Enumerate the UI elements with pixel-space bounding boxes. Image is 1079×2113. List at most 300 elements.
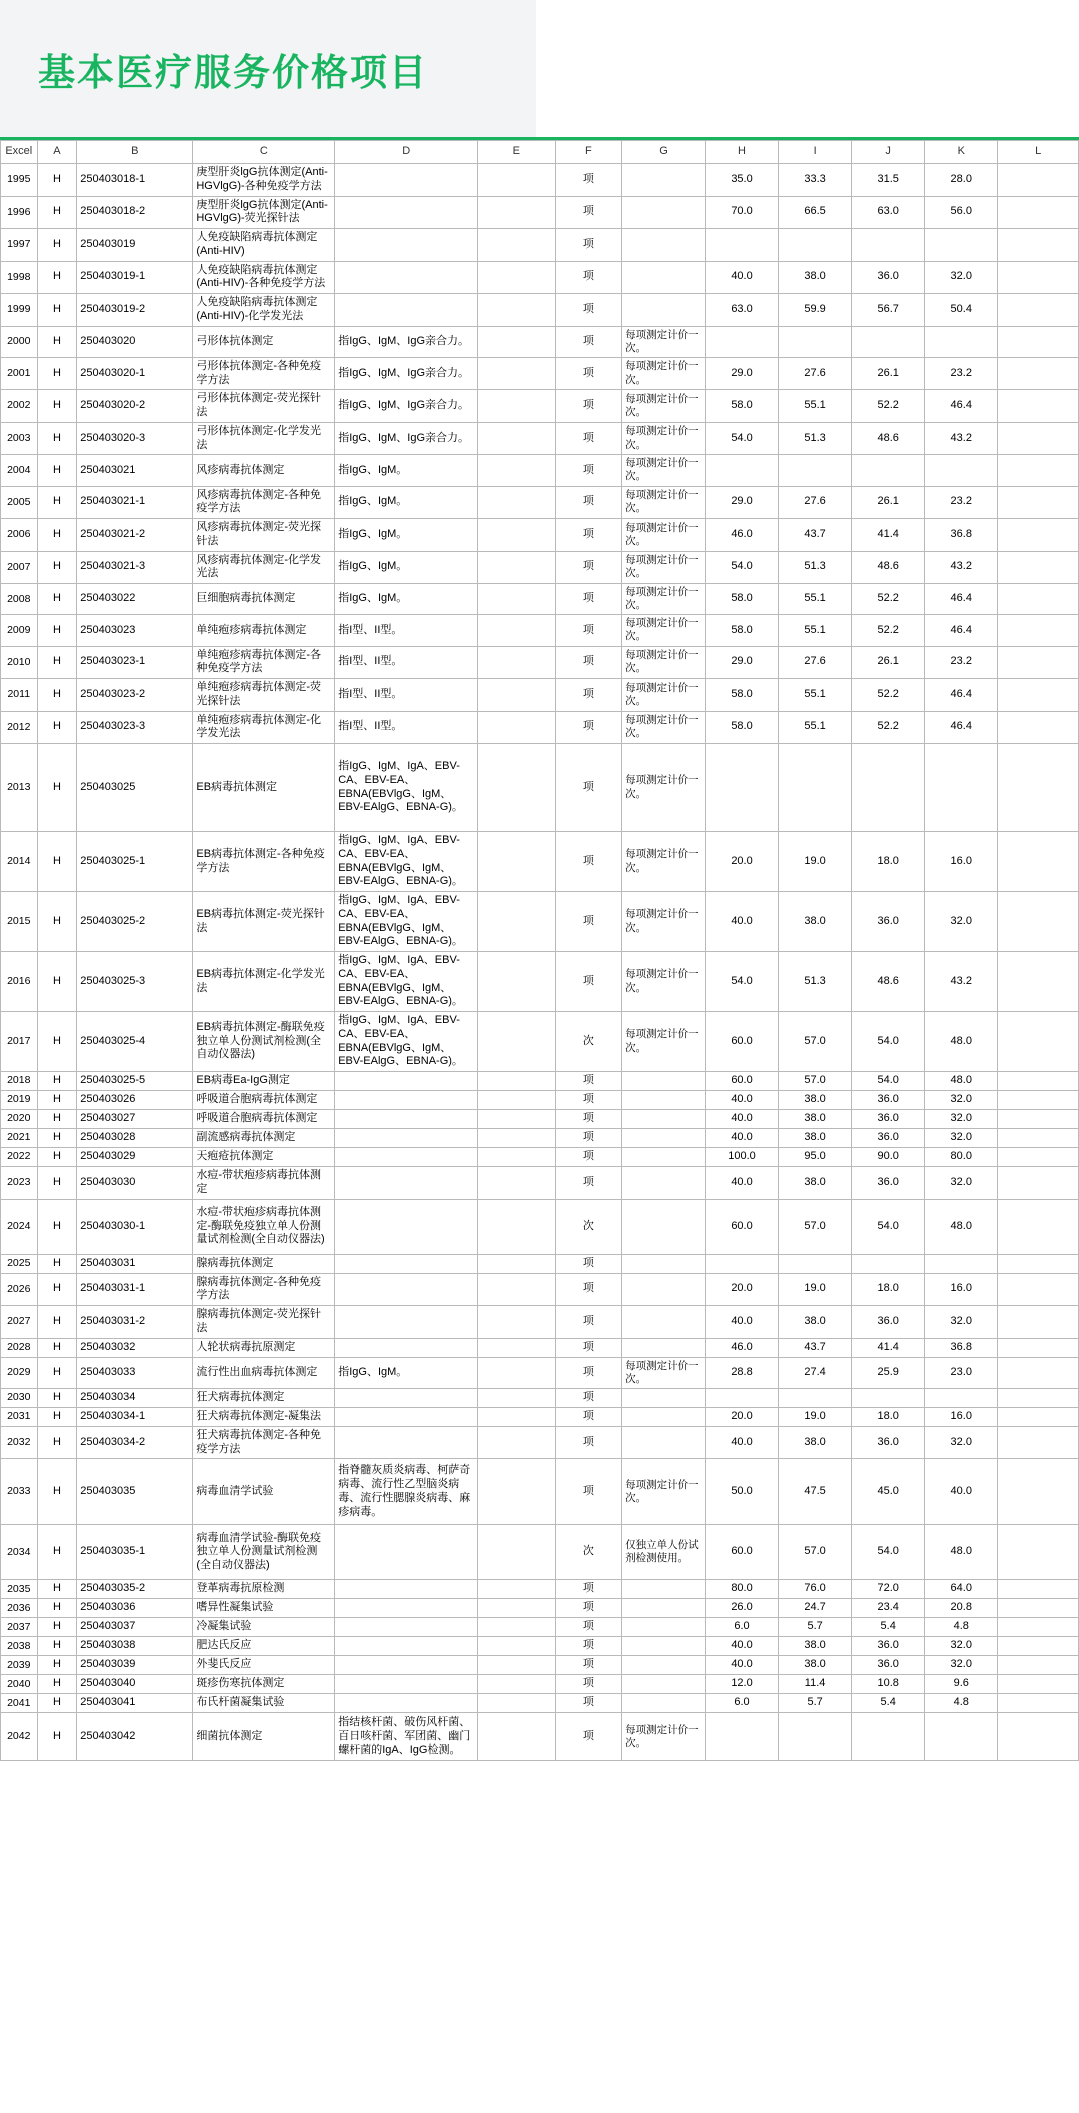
row-index-cell[interactable]: 2008 bbox=[1, 584, 38, 615]
cell-column-l[interactable] bbox=[998, 892, 1079, 952]
column-header-j[interactable]: J bbox=[852, 141, 925, 164]
cell-column-b[interactable]: 250403032 bbox=[77, 1338, 193, 1357]
cell-column-a[interactable]: H bbox=[37, 1273, 77, 1306]
cell-column-i[interactable]: 95.0 bbox=[779, 1148, 852, 1167]
cell-column-d[interactable] bbox=[335, 1167, 478, 1200]
cell-column-b[interactable]: 250403018-1 bbox=[77, 164, 193, 197]
cell-column-h[interactable]: 60.0 bbox=[705, 1012, 778, 1072]
cell-column-c[interactable]: 腺病毒抗体测定 bbox=[193, 1254, 335, 1273]
cell-column-e[interactable] bbox=[478, 551, 555, 584]
cell-column-j[interactable]: 56.7 bbox=[852, 294, 925, 327]
cell-column-d[interactable] bbox=[335, 1637, 478, 1656]
cell-column-e[interactable] bbox=[478, 1694, 555, 1713]
cell-column-k[interactable] bbox=[925, 1254, 998, 1273]
cell-column-d[interactable] bbox=[335, 1254, 478, 1273]
cell-column-h[interactable]: 40.0 bbox=[705, 892, 778, 952]
cell-column-d[interactable] bbox=[335, 1580, 478, 1599]
cell-column-k[interactable]: 32.0 bbox=[925, 1306, 998, 1339]
cell-column-l[interactable] bbox=[998, 584, 1079, 615]
cell-column-e[interactable] bbox=[478, 1713, 555, 1761]
cell-column-f[interactable]: 项 bbox=[555, 1407, 622, 1426]
cell-column-a[interactable]: H bbox=[37, 584, 77, 615]
cell-column-f[interactable]: 项 bbox=[555, 422, 622, 455]
table-row[interactable] bbox=[1, 1426, 1079, 1459]
cell-column-d[interactable] bbox=[335, 164, 478, 197]
cell-column-d[interactable]: 指IgG、IgM。 bbox=[335, 551, 478, 584]
cell-column-i[interactable]: 43.7 bbox=[779, 519, 852, 552]
cell-column-h[interactable]: 54.0 bbox=[705, 422, 778, 455]
cell-column-a[interactable]: H bbox=[37, 1656, 77, 1675]
cell-column-g[interactable]: 每项测定计价一次。 bbox=[622, 1012, 706, 1072]
cell-column-d[interactable]: 指IgG、IgM。 bbox=[335, 486, 478, 519]
cell-column-e[interactable] bbox=[478, 1407, 555, 1426]
cell-column-g[interactable]: 每项测定计价一次。 bbox=[622, 1357, 706, 1388]
cell-column-e[interactable] bbox=[478, 1525, 555, 1580]
cell-column-k[interactable]: 46.4 bbox=[925, 584, 998, 615]
cell-column-j[interactable]: 45.0 bbox=[852, 1459, 925, 1525]
cell-column-h[interactable]: 20.0 bbox=[705, 832, 778, 892]
cell-column-a[interactable]: H bbox=[37, 326, 77, 357]
cell-column-a[interactable]: H bbox=[37, 1338, 77, 1357]
cell-column-i[interactable] bbox=[779, 229, 852, 262]
cell-column-f[interactable]: 项 bbox=[555, 615, 622, 646]
cell-column-k[interactable]: 32.0 bbox=[925, 261, 998, 294]
cell-column-l[interactable] bbox=[998, 229, 1079, 262]
cell-column-k[interactable]: 48.0 bbox=[925, 1072, 998, 1091]
cell-column-i[interactable]: 55.1 bbox=[779, 390, 852, 423]
cell-column-d[interactable] bbox=[335, 1306, 478, 1339]
cell-column-h[interactable]: 60.0 bbox=[705, 1072, 778, 1091]
cell-column-d[interactable] bbox=[335, 1694, 478, 1713]
cell-column-l[interactable] bbox=[998, 744, 1079, 832]
cell-column-b[interactable]: 250403020 bbox=[77, 326, 193, 357]
cell-column-i[interactable]: 55.1 bbox=[779, 615, 852, 646]
cell-column-a[interactable]: H bbox=[37, 229, 77, 262]
cell-column-j[interactable]: 25.9 bbox=[852, 1357, 925, 1388]
cell-column-e[interactable] bbox=[478, 1637, 555, 1656]
cell-column-e[interactable] bbox=[478, 1167, 555, 1200]
cell-column-b[interactable]: 250403035-2 bbox=[77, 1580, 193, 1599]
cell-column-l[interactable] bbox=[998, 646, 1079, 679]
cell-column-j[interactable]: 48.6 bbox=[852, 422, 925, 455]
cell-column-k[interactable]: 28.0 bbox=[925, 164, 998, 197]
cell-column-g[interactable] bbox=[622, 196, 706, 229]
cell-column-i[interactable]: 57.0 bbox=[779, 1012, 852, 1072]
cell-column-l[interactable] bbox=[998, 1459, 1079, 1525]
table-row[interactable] bbox=[1, 196, 1079, 229]
cell-column-l[interactable] bbox=[998, 551, 1079, 584]
table-row[interactable] bbox=[1, 1618, 1079, 1637]
cell-column-c[interactable]: 人轮状病毒抗原测定 bbox=[193, 1338, 335, 1357]
table-row[interactable] bbox=[1, 1637, 1079, 1656]
cell-column-d[interactable]: 指IgG、IgM、IgA、EBV-CA、EBV-EA、EBNA(EBVlgG、IgM、EBV-EAlgG、EBNA-G)。 bbox=[335, 832, 478, 892]
cell-column-d[interactable]: 指IgG、IgM。 bbox=[335, 455, 478, 486]
row-index-cell[interactable]: 2016 bbox=[1, 952, 38, 1012]
cell-column-f[interactable]: 次 bbox=[555, 1525, 622, 1580]
cell-column-i[interactable]: 38.0 bbox=[779, 1426, 852, 1459]
cell-column-a[interactable]: H bbox=[37, 1148, 77, 1167]
cell-column-e[interactable] bbox=[478, 1129, 555, 1148]
cell-column-d[interactable]: 指IgG、IgM。 bbox=[335, 519, 478, 552]
cell-column-i[interactable] bbox=[779, 1713, 852, 1761]
row-index-cell[interactable]: 2027 bbox=[1, 1306, 38, 1339]
cell-column-k[interactable]: 32.0 bbox=[925, 1110, 998, 1129]
cell-column-j[interactable]: 41.4 bbox=[852, 519, 925, 552]
cell-column-l[interactable] bbox=[998, 164, 1079, 197]
cell-column-i[interactable]: 38.0 bbox=[779, 1306, 852, 1339]
cell-column-g[interactable]: 每项测定计价一次。 bbox=[622, 711, 706, 744]
cell-column-b[interactable]: 250403027 bbox=[77, 1110, 193, 1129]
cell-column-g[interactable]: 每项测定计价一次。 bbox=[622, 892, 706, 952]
cell-column-g[interactable]: 每项测定计价一次。 bbox=[622, 326, 706, 357]
cell-column-a[interactable]: H bbox=[37, 1713, 77, 1761]
row-index-cell[interactable]: 2010 bbox=[1, 646, 38, 679]
row-index-cell[interactable]: 2035 bbox=[1, 1580, 38, 1599]
cell-column-k[interactable] bbox=[925, 455, 998, 486]
cell-column-b[interactable]: 250403022 bbox=[77, 584, 193, 615]
row-index-cell[interactable]: 2020 bbox=[1, 1110, 38, 1129]
cell-column-a[interactable]: H bbox=[37, 1580, 77, 1599]
row-index-cell[interactable]: 2017 bbox=[1, 1012, 38, 1072]
cell-column-e[interactable] bbox=[478, 229, 555, 262]
cell-column-a[interactable]: H bbox=[37, 744, 77, 832]
cell-column-k[interactable] bbox=[925, 744, 998, 832]
table-row[interactable] bbox=[1, 486, 1079, 519]
cell-column-c[interactable]: 登革病毒抗原检测 bbox=[193, 1580, 335, 1599]
cell-column-e[interactable] bbox=[478, 892, 555, 952]
row-index-cell[interactable]: 2015 bbox=[1, 892, 38, 952]
cell-column-d[interactable]: 指IgG、IgM、IgG亲合力。 bbox=[335, 422, 478, 455]
table-row[interactable] bbox=[1, 1072, 1079, 1091]
cell-column-c[interactable]: 风疹病毒抗体测定 bbox=[193, 455, 335, 486]
cell-column-d[interactable]: 指IgG、IgM、IgG亲合力。 bbox=[335, 326, 478, 357]
cell-column-i[interactable]: 38.0 bbox=[779, 1110, 852, 1129]
cell-column-a[interactable]: H bbox=[37, 679, 77, 712]
cell-column-b[interactable]: 250403025-5 bbox=[77, 1072, 193, 1091]
cell-column-j[interactable]: 54.0 bbox=[852, 1012, 925, 1072]
cell-column-a[interactable]: H bbox=[37, 1254, 77, 1273]
column-header-h[interactable]: H bbox=[705, 141, 778, 164]
cell-column-c[interactable]: 风疹病毒抗体测定-化学发光法 bbox=[193, 551, 335, 584]
cell-column-f[interactable]: 项 bbox=[555, 1694, 622, 1713]
row-index-cell[interactable]: 2024 bbox=[1, 1199, 38, 1254]
cell-column-c[interactable]: 外斐氏反应 bbox=[193, 1656, 335, 1675]
cell-column-b[interactable]: 250403034-2 bbox=[77, 1426, 193, 1459]
cell-column-g[interactable] bbox=[622, 1675, 706, 1694]
cell-column-e[interactable] bbox=[478, 1656, 555, 1675]
cell-column-l[interactable] bbox=[998, 1656, 1079, 1675]
cell-column-l[interactable] bbox=[998, 1388, 1079, 1407]
cell-column-l[interactable] bbox=[998, 1199, 1079, 1254]
cell-column-a[interactable]: H bbox=[37, 455, 77, 486]
cell-column-i[interactable]: 57.0 bbox=[779, 1199, 852, 1254]
cell-column-g[interactable]: 每项测定计价一次。 bbox=[622, 455, 706, 486]
cell-column-b[interactable]: 250403018-2 bbox=[77, 196, 193, 229]
row-index-cell[interactable]: 1996 bbox=[1, 196, 38, 229]
cell-column-d[interactable]: 指I型、II型。 bbox=[335, 646, 478, 679]
row-index-cell[interactable]: 2033 bbox=[1, 1459, 38, 1525]
cell-column-i[interactable]: 38.0 bbox=[779, 1091, 852, 1110]
cell-column-k[interactable]: 50.4 bbox=[925, 294, 998, 327]
cell-column-j[interactable]: 31.5 bbox=[852, 164, 925, 197]
cell-column-e[interactable] bbox=[478, 1357, 555, 1388]
table-row[interactable] bbox=[1, 1675, 1079, 1694]
cell-column-c[interactable]: 细菌抗体测定 bbox=[193, 1713, 335, 1761]
table-row[interactable] bbox=[1, 1459, 1079, 1525]
cell-column-e[interactable] bbox=[478, 1618, 555, 1637]
cell-column-e[interactable] bbox=[478, 455, 555, 486]
cell-column-j[interactable]: 5.4 bbox=[852, 1618, 925, 1637]
cell-column-k[interactable]: 32.0 bbox=[925, 892, 998, 952]
cell-column-f[interactable]: 项 bbox=[555, 1713, 622, 1761]
cell-column-f[interactable]: 项 bbox=[555, 261, 622, 294]
cell-column-e[interactable] bbox=[478, 519, 555, 552]
cell-column-b[interactable]: 250403028 bbox=[77, 1129, 193, 1148]
cell-column-j[interactable]: 18.0 bbox=[852, 832, 925, 892]
row-index-cell[interactable]: 1997 bbox=[1, 229, 38, 262]
cell-column-b[interactable]: 250403021 bbox=[77, 455, 193, 486]
table-row[interactable] bbox=[1, 1273, 1079, 1306]
row-index-cell[interactable]: 2012 bbox=[1, 711, 38, 744]
cell-column-j[interactable] bbox=[852, 326, 925, 357]
cell-column-k[interactable]: 16.0 bbox=[925, 1407, 998, 1426]
row-index-cell[interactable]: 2022 bbox=[1, 1148, 38, 1167]
column-header-c[interactable]: C bbox=[193, 141, 335, 164]
table-row[interactable] bbox=[1, 1148, 1079, 1167]
cell-column-l[interactable] bbox=[998, 711, 1079, 744]
cell-column-j[interactable] bbox=[852, 1388, 925, 1407]
cell-column-k[interactable]: 4.8 bbox=[925, 1618, 998, 1637]
cell-column-f[interactable]: 次 bbox=[555, 1012, 622, 1072]
cell-column-l[interactable] bbox=[998, 357, 1079, 390]
cell-column-b[interactable]: 250403025-3 bbox=[77, 952, 193, 1012]
cell-column-a[interactable]: H bbox=[37, 1091, 77, 1110]
cell-column-a[interactable]: H bbox=[37, 615, 77, 646]
cell-column-h[interactable]: 58.0 bbox=[705, 679, 778, 712]
cell-column-g[interactable]: 每项测定计价一次。 bbox=[622, 1713, 706, 1761]
cell-column-j[interactable]: 54.0 bbox=[852, 1199, 925, 1254]
cell-column-e[interactable] bbox=[478, 679, 555, 712]
cell-column-a[interactable]: H bbox=[37, 1167, 77, 1200]
cell-column-g[interactable]: 每项测定计价一次。 bbox=[622, 832, 706, 892]
cell-column-g[interactable] bbox=[622, 294, 706, 327]
row-index-cell[interactable]: 1999 bbox=[1, 294, 38, 327]
row-index-cell[interactable]: 2013 bbox=[1, 744, 38, 832]
cell-column-j[interactable]: 5.4 bbox=[852, 1694, 925, 1713]
cell-column-j[interactable]: 36.0 bbox=[852, 1129, 925, 1148]
cell-column-k[interactable]: 32.0 bbox=[925, 1091, 998, 1110]
table-row[interactable] bbox=[1, 1199, 1079, 1254]
cell-column-g[interactable]: 每项测定计价一次。 bbox=[622, 679, 706, 712]
cell-column-b[interactable]: 250403035-1 bbox=[77, 1525, 193, 1580]
cell-column-f[interactable]: 项 bbox=[555, 1459, 622, 1525]
cell-column-b[interactable]: 250403033 bbox=[77, 1357, 193, 1388]
cell-column-i[interactable]: 57.0 bbox=[779, 1525, 852, 1580]
cell-column-a[interactable]: H bbox=[37, 1637, 77, 1656]
cell-column-e[interactable] bbox=[478, 196, 555, 229]
cell-column-d[interactable]: 指IgG、IgM、IgA、EBV-CA、EBV-EA、EBNA(EBVlgG、IgM、EBV-EAlgG、EBNA-G)。 bbox=[335, 744, 478, 832]
cell-column-c[interactable]: 水痘-带状疱疹病毒抗体测定-酶联免疫独立单人份测量试剂检测(全自动仪器法) bbox=[193, 1199, 335, 1254]
cell-column-a[interactable]: H bbox=[37, 1675, 77, 1694]
row-index-cell[interactable]: 2000 bbox=[1, 326, 38, 357]
cell-column-l[interactable] bbox=[998, 1338, 1079, 1357]
cell-column-g[interactable] bbox=[622, 1580, 706, 1599]
table-row[interactable] bbox=[1, 952, 1079, 1012]
cell-column-e[interactable] bbox=[478, 584, 555, 615]
cell-column-l[interactable] bbox=[998, 1618, 1079, 1637]
row-index-cell[interactable]: 2036 bbox=[1, 1599, 38, 1618]
row-index-cell[interactable]: 2042 bbox=[1, 1713, 38, 1761]
cell-column-l[interactable] bbox=[998, 1148, 1079, 1167]
cell-column-l[interactable] bbox=[998, 422, 1079, 455]
cell-column-c[interactable]: 呼吸道合胞病毒抗体测定 bbox=[193, 1110, 335, 1129]
column-header-d[interactable]: D bbox=[335, 141, 478, 164]
cell-column-i[interactable]: 76.0 bbox=[779, 1580, 852, 1599]
cell-column-a[interactable]: H bbox=[37, 832, 77, 892]
cell-column-k[interactable] bbox=[925, 229, 998, 262]
cell-column-d[interactable]: 指IgG、IgM。 bbox=[335, 584, 478, 615]
cell-column-l[interactable] bbox=[998, 1675, 1079, 1694]
cell-column-k[interactable]: 32.0 bbox=[925, 1129, 998, 1148]
cell-column-f[interactable]: 项 bbox=[555, 164, 622, 197]
cell-column-k[interactable]: 46.4 bbox=[925, 615, 998, 646]
cell-column-i[interactable]: 5.7 bbox=[779, 1694, 852, 1713]
cell-column-l[interactable] bbox=[998, 1012, 1079, 1072]
cell-column-f[interactable]: 项 bbox=[555, 832, 622, 892]
cell-column-g[interactable]: 每项测定计价一次。 bbox=[622, 1459, 706, 1525]
cell-column-c[interactable]: 单纯疱疹病毒抗体测定-荧光探针法 bbox=[193, 679, 335, 712]
cell-column-d[interactable] bbox=[335, 1199, 478, 1254]
cell-column-e[interactable] bbox=[478, 1110, 555, 1129]
cell-column-l[interactable] bbox=[998, 1072, 1079, 1091]
cell-column-h[interactable]: 26.0 bbox=[705, 1599, 778, 1618]
cell-column-g[interactable]: 每项测定计价一次。 bbox=[622, 519, 706, 552]
cell-column-k[interactable] bbox=[925, 1713, 998, 1761]
cell-column-l[interactable] bbox=[998, 261, 1079, 294]
table-row[interactable] bbox=[1, 1357, 1079, 1388]
cell-column-e[interactable] bbox=[478, 1675, 555, 1694]
cell-column-b[interactable]: 250403031-2 bbox=[77, 1306, 193, 1339]
row-index-cell[interactable]: 2038 bbox=[1, 1637, 38, 1656]
cell-column-f[interactable]: 项 bbox=[555, 1110, 622, 1129]
cell-column-j[interactable]: 26.1 bbox=[852, 646, 925, 679]
cell-column-l[interactable] bbox=[998, 1407, 1079, 1426]
cell-column-a[interactable]: H bbox=[37, 261, 77, 294]
cell-column-j[interactable]: 18.0 bbox=[852, 1273, 925, 1306]
row-index-cell[interactable]: 2007 bbox=[1, 551, 38, 584]
row-index-cell[interactable]: 2026 bbox=[1, 1273, 38, 1306]
cell-column-h[interactable]: 6.0 bbox=[705, 1694, 778, 1713]
cell-column-d[interactable]: 指IgG、IgM、IgA、EBV-CA、EBV-EA、EBNA(EBVlgG、IgM、EBV-EAlgG、EBNA-G)。 bbox=[335, 952, 478, 1012]
cell-column-k[interactable]: 43.2 bbox=[925, 551, 998, 584]
cell-column-j[interactable]: 63.0 bbox=[852, 196, 925, 229]
cell-column-g[interactable] bbox=[622, 229, 706, 262]
cell-column-l[interactable] bbox=[998, 196, 1079, 229]
cell-column-b[interactable]: 250403030 bbox=[77, 1167, 193, 1200]
cell-column-b[interactable]: 250403021-2 bbox=[77, 519, 193, 552]
cell-column-a[interactable]: H bbox=[37, 1072, 77, 1091]
cell-column-c[interactable]: 单纯疱疹病毒抗体测定-各种免疫学方法 bbox=[193, 646, 335, 679]
cell-column-e[interactable] bbox=[478, 744, 555, 832]
cell-column-g[interactable]: 每项测定计价一次。 bbox=[622, 615, 706, 646]
cell-column-k[interactable]: 64.0 bbox=[925, 1580, 998, 1599]
cell-column-b[interactable]: 250403025-1 bbox=[77, 832, 193, 892]
cell-column-i[interactable]: 19.0 bbox=[779, 832, 852, 892]
cell-column-h[interactable]: 28.8 bbox=[705, 1357, 778, 1388]
cell-column-d[interactable] bbox=[335, 1599, 478, 1618]
cell-column-i[interactable]: 19.0 bbox=[779, 1407, 852, 1426]
cell-column-j[interactable]: 36.0 bbox=[852, 1656, 925, 1675]
cell-column-e[interactable] bbox=[478, 1580, 555, 1599]
cell-column-e[interactable] bbox=[478, 486, 555, 519]
cell-column-b[interactable]: 250403019-1 bbox=[77, 261, 193, 294]
column-header-a[interactable]: A bbox=[37, 141, 77, 164]
cell-column-f[interactable]: 项 bbox=[555, 952, 622, 1012]
cell-column-h[interactable]: 35.0 bbox=[705, 164, 778, 197]
cell-column-e[interactable] bbox=[478, 646, 555, 679]
cell-column-j[interactable]: 36.0 bbox=[852, 892, 925, 952]
cell-column-d[interactable] bbox=[335, 1072, 478, 1091]
cell-column-h[interactable]: 40.0 bbox=[705, 1129, 778, 1148]
cell-column-a[interactable]: H bbox=[37, 390, 77, 423]
table-row[interactable] bbox=[1, 1306, 1079, 1339]
cell-column-d[interactable] bbox=[335, 1618, 478, 1637]
table-row[interactable] bbox=[1, 744, 1079, 832]
cell-column-f[interactable]: 项 bbox=[555, 1129, 622, 1148]
cell-column-b[interactable]: 250403031 bbox=[77, 1254, 193, 1273]
cell-column-g[interactable]: 每项测定计价一次。 bbox=[622, 952, 706, 1012]
cell-column-i[interactable]: 27.6 bbox=[779, 357, 852, 390]
cell-column-l[interactable] bbox=[998, 1091, 1079, 1110]
cell-column-g[interactable] bbox=[622, 1388, 706, 1407]
cell-column-l[interactable] bbox=[998, 832, 1079, 892]
cell-column-a[interactable]: H bbox=[37, 952, 77, 1012]
row-index-cell[interactable]: 2032 bbox=[1, 1426, 38, 1459]
cell-column-g[interactable]: 每项测定计价一次。 bbox=[622, 646, 706, 679]
cell-column-l[interactable] bbox=[998, 455, 1079, 486]
cell-column-c[interactable]: 呼吸道合胞病毒抗体测定 bbox=[193, 1091, 335, 1110]
cell-column-b[interactable]: 250403029 bbox=[77, 1148, 193, 1167]
cell-column-l[interactable] bbox=[998, 1580, 1079, 1599]
column-header-e[interactable]: E bbox=[478, 141, 555, 164]
cell-column-k[interactable]: 40.0 bbox=[925, 1459, 998, 1525]
cell-column-f[interactable]: 次 bbox=[555, 1199, 622, 1254]
column-header-f[interactable]: F bbox=[555, 141, 622, 164]
cell-column-i[interactable]: 55.1 bbox=[779, 711, 852, 744]
cell-column-e[interactable] bbox=[478, 1273, 555, 1306]
table-row[interactable] bbox=[1, 892, 1079, 952]
cell-column-b[interactable]: 250403038 bbox=[77, 1637, 193, 1656]
cell-column-c[interactable]: EB病毒抗体测定-化学发光法 bbox=[193, 952, 335, 1012]
cell-column-e[interactable] bbox=[478, 294, 555, 327]
cell-column-c[interactable]: 布氏杆菌凝集试验 bbox=[193, 1694, 335, 1713]
cell-column-f[interactable]: 项 bbox=[555, 1273, 622, 1306]
cell-column-a[interactable]: H bbox=[37, 519, 77, 552]
cell-column-i[interactable]: 59.9 bbox=[779, 294, 852, 327]
cell-column-c[interactable]: 狂犬病毒抗体测定-凝集法 bbox=[193, 1407, 335, 1426]
cell-column-d[interactable] bbox=[335, 1388, 478, 1407]
cell-column-e[interactable] bbox=[478, 1306, 555, 1339]
cell-column-c[interactable]: 病毒血清学试验-酶联免疫独立单人份测量试剂检测(全自动仪器法) bbox=[193, 1525, 335, 1580]
cell-column-b[interactable]: 250403031-1 bbox=[77, 1273, 193, 1306]
cell-column-h[interactable]: 46.0 bbox=[705, 519, 778, 552]
cell-column-i[interactable]: 38.0 bbox=[779, 1129, 852, 1148]
cell-column-l[interactable] bbox=[998, 1426, 1079, 1459]
cell-column-l[interactable] bbox=[998, 1110, 1079, 1129]
cell-column-h[interactable]: 54.0 bbox=[705, 551, 778, 584]
cell-column-j[interactable]: 52.2 bbox=[852, 390, 925, 423]
cell-column-c[interactable]: 单纯疱疹病毒抗体测定 bbox=[193, 615, 335, 646]
